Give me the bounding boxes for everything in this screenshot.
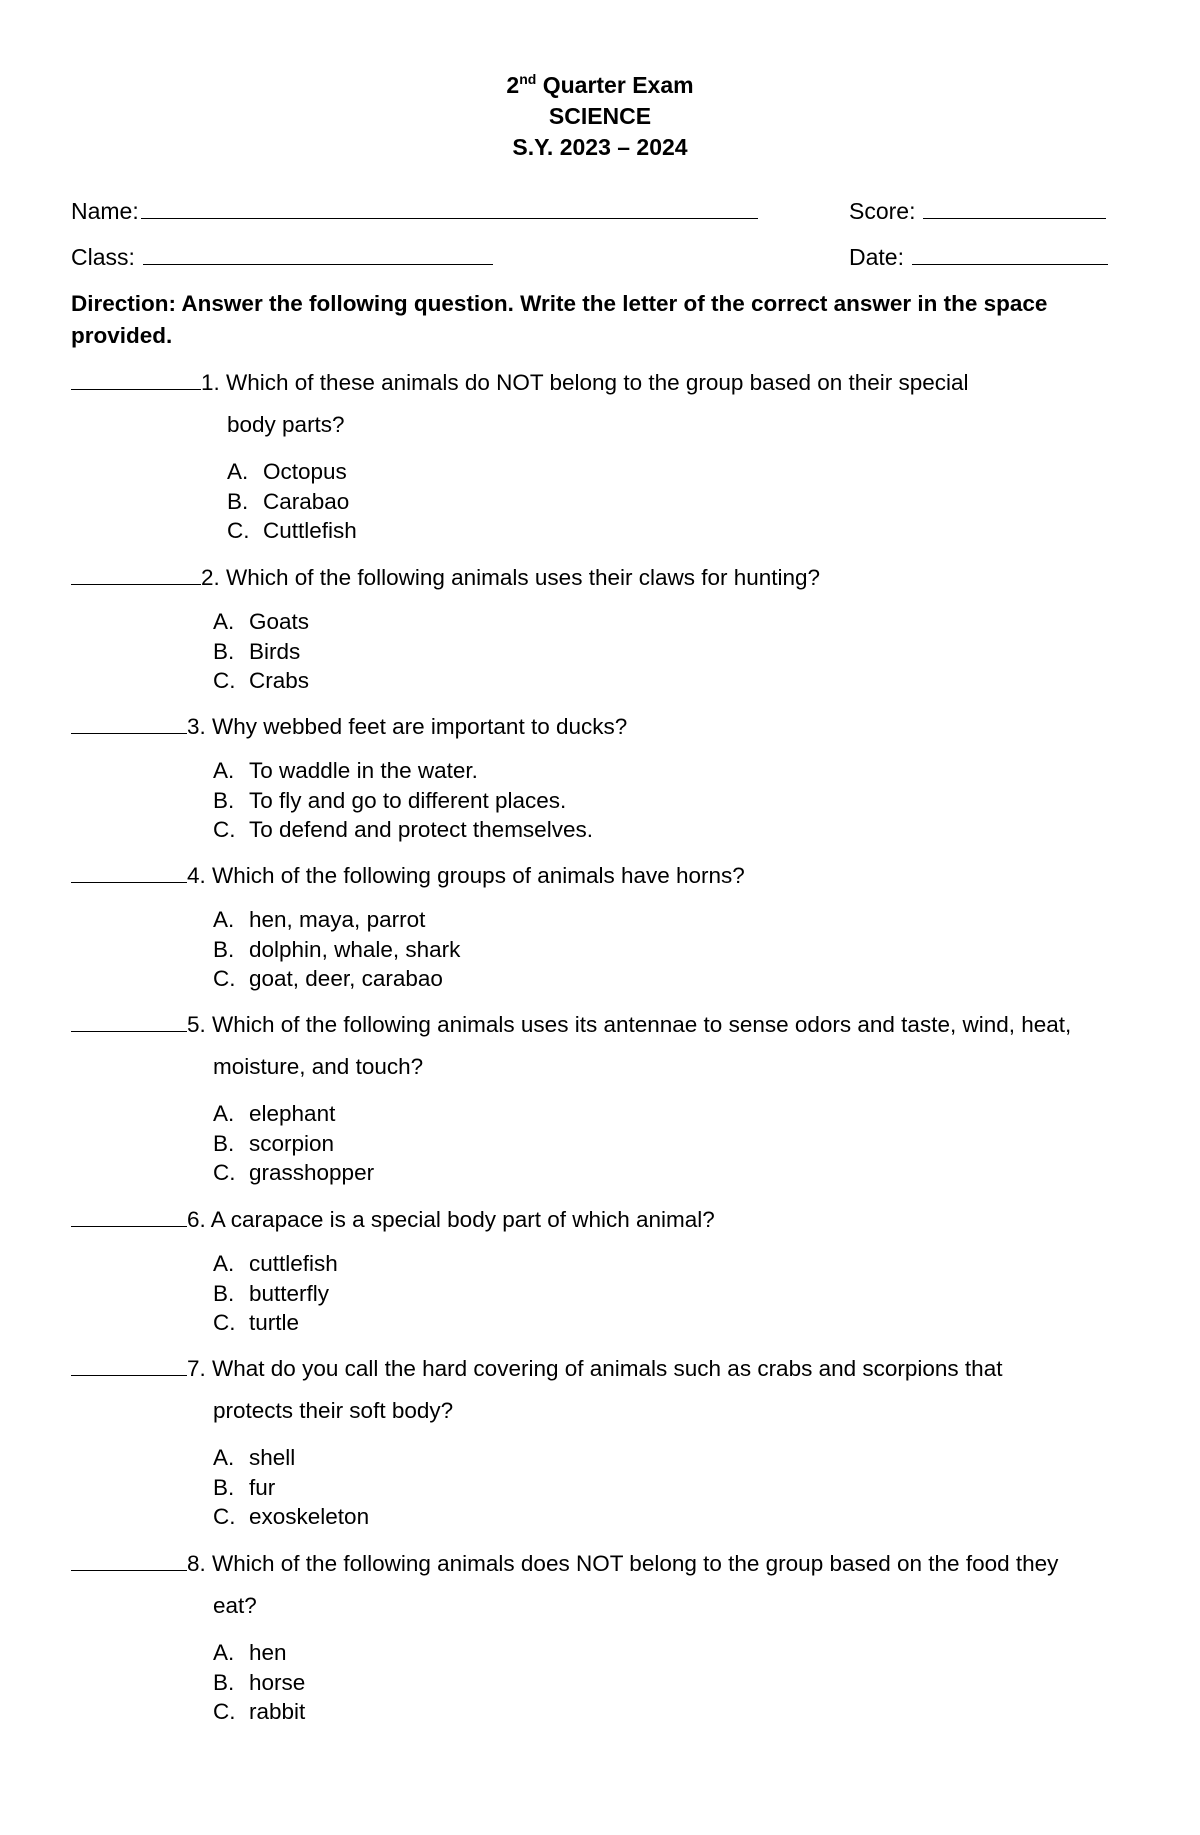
choice-item	[213, 1129, 1131, 1159]
choice-letter: A.	[213, 1445, 235, 1470]
choice-item	[213, 964, 1131, 994]
choice-list	[71, 607, 1131, 696]
question-number: 5.	[187, 1012, 206, 1037]
question-text: Which of the following animals does NOT belong to the group based on the food they	[212, 1551, 1059, 1576]
direction-text: Direction: Answer the following question. Write the letter of the correct answer in the space provided.	[71, 291, 1048, 348]
question-number: 2.	[201, 565, 220, 590]
choice-letter: C.	[213, 1699, 236, 1724]
answer-blank[interactable]	[71, 1548, 187, 1571]
choice-text: rabbit	[249, 1699, 306, 1724]
choice-text: To waddle in the water.	[249, 758, 478, 783]
question-line	[71, 562, 1131, 592]
question-line	[71, 367, 1131, 397]
choice-list	[71, 1638, 1131, 1727]
choice-text: To fly and go to different places.	[249, 787, 567, 813]
class-date-row	[71, 242, 1115, 274]
question-item	[71, 562, 1131, 696]
question-number: 7.	[187, 1356, 206, 1381]
date-field[interactable]	[849, 242, 1108, 271]
choice-text: Carabao	[263, 488, 350, 514]
choice-text: cuttlefish	[249, 1251, 338, 1276]
choice-item	[213, 935, 1131, 965]
choice-text: To defend and protect themselves.	[249, 817, 593, 842]
choice-letter: C.	[213, 1160, 236, 1185]
choice-letter: C.	[213, 668, 236, 693]
choice-item	[213, 1158, 1131, 1188]
choice-item	[213, 1473, 1131, 1503]
choice-text: Birds	[249, 638, 301, 664]
choice-text: horse	[249, 1669, 306, 1695]
choice-item	[213, 905, 1131, 935]
choice-text: shell	[249, 1445, 296, 1470]
choice-item	[213, 1443, 1131, 1473]
question-text: What do you call the hard covering of animals such as crabs and scorpions that	[212, 1356, 1003, 1381]
quarter-title-rest: Quarter Exam	[536, 72, 694, 98]
name-label: Name:	[71, 198, 139, 224]
choice-letter: C.	[227, 518, 250, 543]
question-text-continued: protects their soft body?	[213, 1398, 454, 1423]
question-item	[71, 860, 1131, 994]
choice-letter: A.	[227, 459, 249, 484]
date-blank-line[interactable]	[912, 242, 1108, 265]
question-number: 1.	[201, 370, 220, 395]
choice-list	[71, 1099, 1131, 1188]
question-number: 8.	[187, 1551, 206, 1576]
choice-letter: A.	[213, 1640, 235, 1665]
question-item	[71, 711, 1131, 845]
choice-letter: B.	[213, 1669, 235, 1695]
question-item	[71, 1548, 1131, 1727]
question-text: A carapace is a special body part of which animal?	[210, 1207, 715, 1232]
question-line	[71, 1204, 1131, 1234]
choice-letter: C.	[213, 966, 236, 991]
choice-item	[213, 786, 1131, 816]
question-text-continued: eat?	[213, 1593, 257, 1618]
choice-letter: A.	[213, 758, 235, 783]
question-item	[71, 367, 1131, 546]
choice-text: Octopus	[263, 459, 347, 484]
choice-text: turtle	[249, 1310, 300, 1335]
question-text-continued: moisture, and touch?	[213, 1054, 424, 1079]
choice-text: exoskeleton	[249, 1504, 370, 1529]
question-item	[71, 1204, 1131, 1338]
choice-item	[227, 457, 1131, 487]
choice-letter: B.	[213, 1280, 235, 1306]
class-field[interactable]	[71, 242, 493, 271]
choice-letter: B.	[213, 1474, 235, 1500]
score-blank-line[interactable]	[923, 196, 1106, 219]
choice-letter: A.	[213, 609, 235, 634]
choice-list	[71, 756, 1131, 845]
question-line	[71, 711, 1131, 741]
subject-title: SCIENCE	[548, 103, 652, 129]
name-score-row	[71, 196, 1115, 228]
question-number: 6.	[187, 1207, 206, 1232]
answer-blank[interactable]	[71, 1009, 187, 1032]
choice-list	[71, 1249, 1131, 1338]
school-year: S.Y. 2023 – 2024	[512, 134, 688, 160]
question-text: Which of these animals do NOT belong to the group based on their special	[226, 370, 969, 395]
answer-blank[interactable]	[71, 1353, 187, 1376]
question-line	[71, 1353, 1131, 1383]
choice-text: fur	[249, 1474, 276, 1500]
choice-text: hen, maya, parrot	[249, 907, 426, 932]
question-item	[71, 1353, 1131, 1532]
choice-item	[213, 1249, 1131, 1279]
choice-list	[71, 1443, 1131, 1532]
choice-item	[227, 516, 1131, 546]
class-blank-line[interactable]	[143, 242, 493, 265]
choice-text: goat, deer, carabao	[249, 966, 443, 991]
choice-letter: C.	[213, 817, 236, 842]
question-text-continued: body parts?	[227, 412, 345, 437]
answer-blank[interactable]	[71, 562, 201, 585]
choice-letter: A.	[213, 907, 235, 932]
choice-text: dolphin, whale, shark	[249, 936, 461, 962]
choice-letter: A.	[213, 1251, 235, 1276]
question-number: 4.	[187, 863, 206, 888]
answer-blank[interactable]	[71, 367, 201, 390]
question-line	[71, 860, 1131, 890]
choice-letter: B.	[213, 936, 235, 962]
answer-blank[interactable]	[71, 860, 187, 883]
choice-text: Crabs	[249, 668, 310, 693]
question-text: Which of the following groups of animals have horns?	[212, 863, 745, 888]
question-text: Which of the following animals uses their claws for hunting?	[226, 565, 821, 590]
choice-text: hen	[249, 1640, 287, 1665]
answer-blank[interactable]	[71, 711, 187, 734]
answer-blank[interactable]	[71, 1204, 187, 1227]
choice-text: scorpion	[249, 1130, 335, 1156]
choice-letter: B.	[213, 1130, 235, 1156]
question-number: 3.	[187, 714, 206, 739]
choice-text: Goats	[249, 609, 310, 634]
choice-text: grasshopper	[249, 1160, 375, 1185]
choice-item	[213, 1308, 1131, 1338]
class-label: Class:	[71, 244, 135, 270]
date-label: Date:	[849, 244, 904, 270]
choice-item	[213, 1638, 1131, 1668]
choice-item	[213, 1668, 1131, 1698]
exam-title	[0, 70, 1200, 101]
choice-item	[213, 815, 1131, 845]
choice-list	[71, 905, 1131, 994]
choice-list	[71, 457, 1131, 546]
choice-item	[213, 666, 1131, 696]
choice-letter: A.	[213, 1101, 235, 1126]
choice-item	[213, 756, 1131, 786]
name-blank-line[interactable]	[141, 196, 758, 219]
choice-letter: B.	[213, 787, 235, 813]
question-item	[71, 1009, 1131, 1188]
choice-text: Cuttlefish	[263, 518, 357, 543]
choice-item	[213, 607, 1131, 637]
choice-text: elephant	[249, 1101, 336, 1126]
choice-item	[213, 1502, 1131, 1532]
score-label: Score:	[849, 198, 916, 224]
quarter-number: 2	[506, 72, 520, 98]
choice-letter: C.	[213, 1504, 236, 1529]
choice-item	[227, 487, 1131, 517]
choice-item	[213, 1099, 1131, 1129]
question-line	[71, 1009, 1131, 1039]
score-field[interactable]	[849, 196, 1106, 225]
choice-item	[213, 1697, 1131, 1727]
choice-text: butterfly	[249, 1280, 330, 1306]
question-line	[71, 1548, 1131, 1578]
choice-letter: C.	[213, 1310, 236, 1335]
question-text: Which of the following animals uses its antennae to sense odors and taste, wind, heat,	[212, 1012, 1072, 1037]
question-text: Why webbed feet are important to ducks?	[212, 714, 628, 739]
choice-item	[213, 1279, 1131, 1309]
choice-letter: B.	[227, 488, 249, 514]
choice-item	[213, 637, 1131, 667]
name-field[interactable]	[71, 196, 758, 225]
quarter-suffix: nd	[519, 71, 537, 87]
choice-letter: B.	[213, 638, 235, 664]
